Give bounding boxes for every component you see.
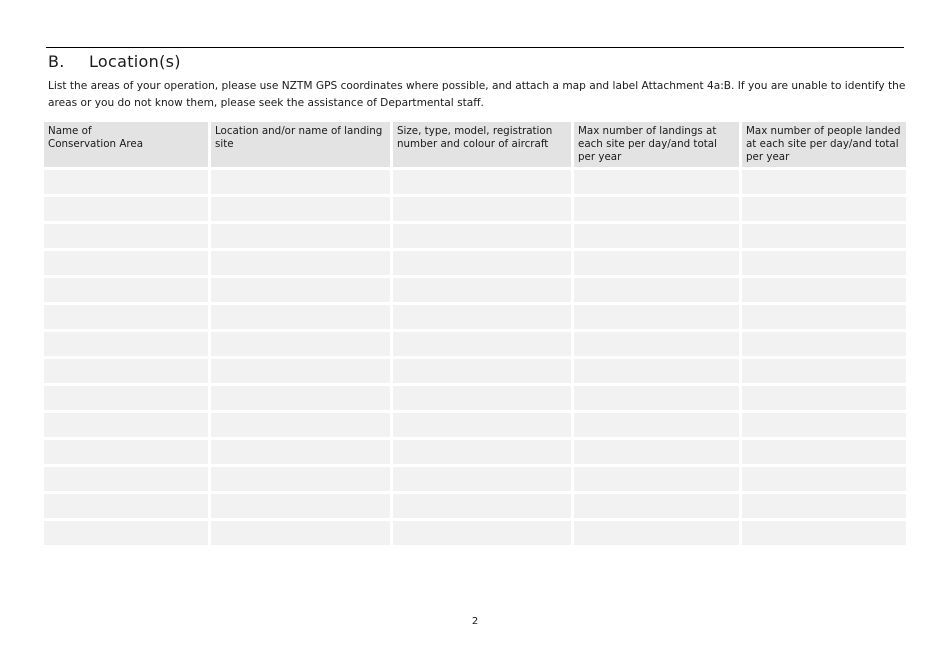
header-aircraft: Size, type, model, registration number and colour of aircraft — [393, 122, 571, 167]
conservation-area-field[interactable] — [44, 251, 208, 275]
landing-site-field[interactable] — [211, 440, 390, 464]
conservation-area-field[interactable] — [44, 224, 208, 248]
max-people-field[interactable] — [742, 440, 906, 464]
table-row — [44, 413, 906, 437]
table-row — [44, 197, 906, 221]
max-landings-field[interactable] — [574, 521, 739, 545]
table-row — [44, 278, 906, 302]
max-landings-field[interactable] — [574, 386, 739, 410]
header-conservation-area: Name of Conservation Area — [44, 122, 208, 167]
max-people-field[interactable] — [742, 467, 906, 491]
conservation-area-field[interactable] — [44, 332, 208, 356]
max-landings-field[interactable] — [574, 251, 739, 275]
landing-site-field[interactable] — [211, 197, 390, 221]
conservation-area-field[interactable] — [44, 278, 208, 302]
max-people-field[interactable] — [742, 521, 906, 545]
section-title: Location(s) — [89, 52, 181, 71]
aircraft-field[interactable] — [393, 251, 571, 275]
max-people-field[interactable] — [742, 251, 906, 275]
max-landings-field[interactable] — [574, 467, 739, 491]
aircraft-field[interactable] — [393, 278, 571, 302]
table-row — [44, 305, 906, 329]
conservation-area-field[interactable] — [44, 197, 208, 221]
table-row — [44, 467, 906, 491]
section-instructions: List the areas of your operation, please use NZTM GPS coordinates where possible, and attach a map and label Attachment 4a:B. If you are unable to identify the areas or you do not know them, please seek the assistance of Departmental staff. — [48, 80, 906, 109]
section-rule — [46, 47, 904, 48]
landing-site-field[interactable] — [211, 305, 390, 329]
conservation-area-field[interactable] — [44, 359, 208, 383]
max-people-field[interactable] — [742, 170, 906, 194]
table-row — [44, 359, 906, 383]
header-landing-site: Location and/or name of landing site — [211, 122, 390, 167]
conservation-area-field[interactable] — [44, 386, 208, 410]
aircraft-field[interactable] — [393, 359, 571, 383]
aircraft-field[interactable] — [393, 197, 571, 221]
max-landings-field[interactable] — [574, 224, 739, 248]
max-people-field[interactable] — [742, 278, 906, 302]
locations-table — [44, 122, 906, 545]
aircraft-field[interactable] — [393, 521, 571, 545]
table-row — [44, 251, 906, 275]
max-landings-field[interactable] — [574, 197, 739, 221]
aircraft-field[interactable] — [393, 170, 571, 194]
landing-site-field[interactable] — [211, 332, 390, 356]
max-landings-field[interactable] — [574, 170, 739, 194]
table-row — [44, 386, 906, 410]
table-row — [44, 170, 906, 194]
conservation-area-field[interactable] — [44, 305, 208, 329]
aircraft-field[interactable] — [393, 413, 571, 437]
max-people-field[interactable] — [742, 359, 906, 383]
landing-site-field[interactable] — [211, 224, 390, 248]
aircraft-field[interactable] — [393, 467, 571, 491]
max-people-field[interactable] — [742, 224, 906, 248]
section-heading — [48, 52, 181, 71]
landing-site-field[interactable] — [211, 413, 390, 437]
max-landings-field[interactable] — [574, 440, 739, 464]
landing-site-field[interactable] — [211, 521, 390, 545]
header-max-people: Max number of people landed at each site per day/and total per year — [742, 122, 906, 167]
section-number: B. — [48, 52, 65, 71]
landing-site-field[interactable] — [211, 359, 390, 383]
conservation-area-field[interactable] — [44, 413, 208, 437]
table-row — [44, 224, 906, 248]
max-landings-field[interactable] — [574, 278, 739, 302]
page-number: 2 — [471, 616, 479, 627]
max-landings-field[interactable] — [574, 494, 739, 518]
max-people-field[interactable] — [742, 197, 906, 221]
conservation-area-field[interactable] — [44, 440, 208, 464]
max-landings-field[interactable] — [574, 413, 739, 437]
aircraft-field[interactable] — [393, 386, 571, 410]
table-row — [44, 332, 906, 356]
max-landings-field[interactable] — [574, 305, 739, 329]
table-header-row — [44, 122, 906, 167]
aircraft-field[interactable] — [393, 494, 571, 518]
landing-site-field[interactable] — [211, 494, 390, 518]
max-people-field[interactable] — [742, 386, 906, 410]
landing-site-field[interactable] — [211, 170, 390, 194]
aircraft-field[interactable] — [393, 440, 571, 464]
max-people-field[interactable] — [742, 413, 906, 437]
landing-site-field[interactable] — [211, 278, 390, 302]
header-max-landings: Max number of landings at each site per day/and total per year — [574, 122, 739, 167]
max-people-field[interactable] — [742, 332, 906, 356]
max-people-field[interactable] — [742, 305, 906, 329]
aircraft-field[interactable] — [393, 224, 571, 248]
landing-site-field[interactable] — [211, 386, 390, 410]
landing-site-field[interactable] — [211, 467, 390, 491]
conservation-area-field[interactable] — [44, 494, 208, 518]
table-row — [44, 521, 906, 545]
table-row — [44, 440, 906, 464]
max-people-field[interactable] — [742, 494, 906, 518]
conservation-area-field[interactable] — [44, 521, 208, 545]
table-row — [44, 494, 906, 518]
max-landings-field[interactable] — [574, 332, 739, 356]
conservation-area-field[interactable] — [44, 170, 208, 194]
landing-site-field[interactable] — [211, 251, 390, 275]
max-landings-field[interactable] — [574, 359, 739, 383]
aircraft-field[interactable] — [393, 305, 571, 329]
conservation-area-field[interactable] — [44, 467, 208, 491]
aircraft-field[interactable] — [393, 332, 571, 356]
